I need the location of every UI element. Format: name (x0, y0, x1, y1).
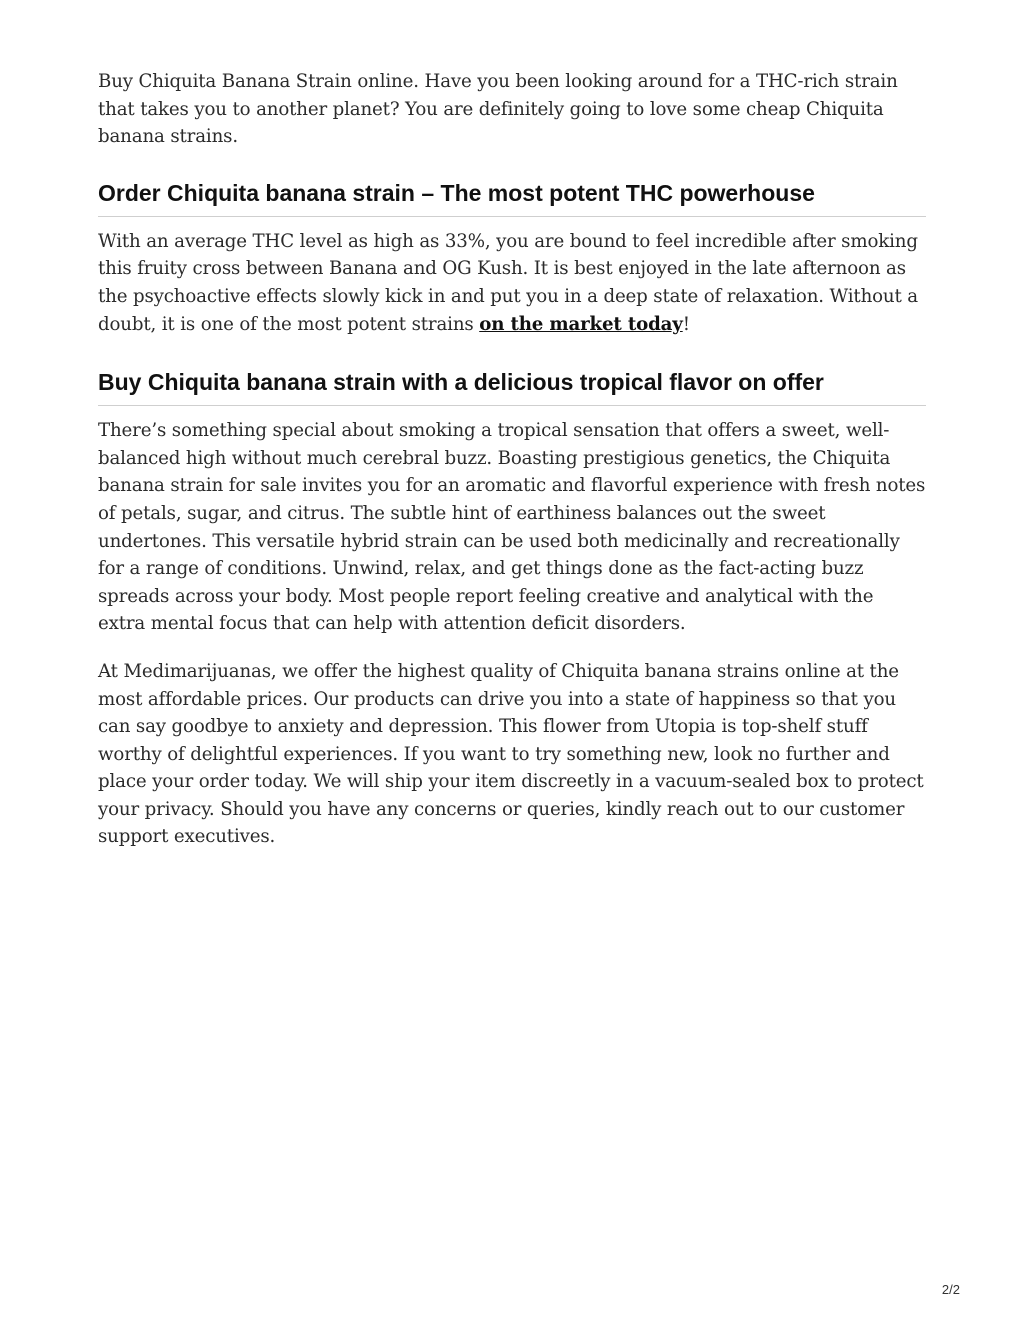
section-heading-potency: Order Chiquita banana strain – The most potent THC powerhouse (98, 178, 926, 217)
potency-paragraph-text: With an average THC level as high as 33%, you are bound to feel incredible after smoking this fruity cross between Banana and OG Kush. It is best enjoyed in the late afternoon as the psychoactive effects slowly kick in and put you in a deep state of relaxation. Without a doubt, it is one of the most potent strains (98, 230, 918, 335)
page-number: 2/2 (941, 1282, 960, 1297)
offer-paragraph: At Medimarijuanas, we offer the highest quality of Chiquita banana strains online at the most affordable prices. Our products can drive you into a state of happiness so that you can say goodbye to anxiety and depression. This flower from Utopia is top-shelf stuff worthy of delightful experiences. If you want to try something new, look no further and place your order today. We will ship your item discreetly in a vacuum-sealed box to protect your privacy. Should you have any concerns or queries, kindly reach out to our customer support executives. (98, 660, 924, 848)
potency-paragraph-end: ! (682, 313, 690, 335)
flavor-paragraph: There’s something special about smoking a tropical sensation that offers a sweet, well-balanced high without much cerebral buzz. Boasting prestigious genetics, the Chiquita banana strain for sale invites you for an aromatic and flavorful experience with fresh notes of petals, sugar, and citrus. The subtle hint of earthiness balances out the sweet undertones. This versatile hybrid strain can be used both medicinally and recreationally for a range of conditions. Unwind, relax, and get things done as the fact-acting buzz spreads across your body. Most people report feeling creative and analytical with the extra mental focus that can help with attention deficit disorders. (98, 420, 926, 635)
article-body (98, 68, 926, 851)
intro-paragraph: Buy Chiquita Banana Strain online. Have you been looking around for a THC-rich strain that takes you to another planet? You are definitely going to love some cheap Chiquita banana strains. (98, 71, 898, 148)
market-today-link[interactable]: on the market today (479, 313, 683, 335)
potency-paragraph (98, 228, 926, 338)
section-heading-flavor: Buy Chiquita banana strain with a delicious tropical flavor on offer (98, 367, 926, 406)
